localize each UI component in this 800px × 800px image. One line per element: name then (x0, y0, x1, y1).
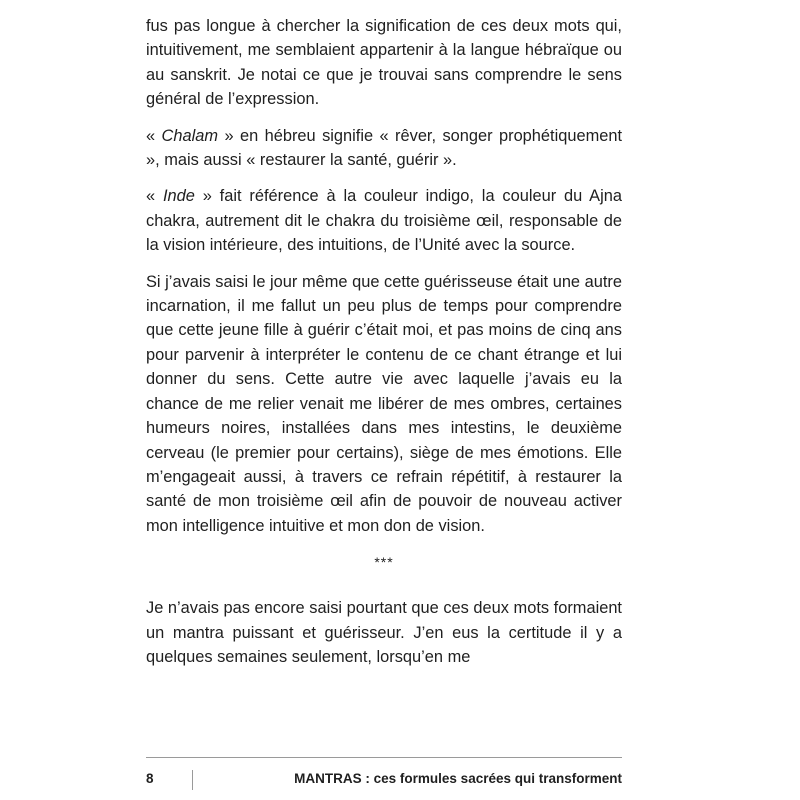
paragraph-text: Je n’avais pas encore saisi pourtant que ces deux mots formaient un mantra puissant et guérisseur. J’en eus la certitude il y a quelques semaines seulement, lorsqu’en me (146, 599, 622, 666)
footer-divider (192, 770, 193, 790)
italic-term-inde: Inde (162, 187, 195, 206)
page-body (146, 14, 622, 681)
paragraph-5 (146, 596, 622, 669)
running-title: MANTRAS : ces formules sacrées qui transforment (294, 771, 622, 786)
paragraph-text: « (146, 126, 162, 145)
paragraph-text: « (146, 187, 163, 206)
footer-rule (146, 757, 622, 758)
page-number: 8 (146, 771, 154, 786)
paragraph-text: fus pas longue à chercher la signification de ces deux mots qui, intuitivement, me semblaient appartenir à la langue hébraïque ou au sanskrit. Je notai ce que je trouvai sans comprendre le sens général de l’expression. (146, 17, 622, 109)
paragraph-text: Si j’avais saisi le jour même que cette guérisseuse était une autre incarnation, il me fallut un peu plus de temps pour comprendre que cette jeune fille à guérir c’était moi, et pas moins de cinq ans pour parvenir à interpréter le contenu de ce chant étrange et lui donner du sens. Cette autre vie avec laquelle j’avais eu la chance de me relier venait me libérer de mes ombres, certaines humeurs noires, installées dans mes intestins, le deuxième cerveau (le premier pour certains), siège de mes émotions. Elle m’engageait aussi, à travers ce refrain répétitif, à restaurer la santé de mon troisième œil afin de pouvoir de nouveau activer mon intelligence intuitive et mon don de vision. (146, 272, 622, 535)
paragraph-text: » fait référence à la couleur indigo, la couleur du Ajna chakra, autrement dit le chakra du troisième œil, responsable de la vision intérieure, des intuitions, de l’Unité avec la source. (146, 187, 622, 255)
paragraph-1 (146, 14, 622, 112)
paragraph-2 (146, 124, 622, 173)
paragraph-4 (146, 270, 622, 538)
italic-term-chalam: Chalam (161, 126, 219, 145)
paragraph-3 (146, 184, 622, 257)
paragraph-text: » en hébreu signifie « rêver, songer prophétiquement », mais aussi « restaurer la santé, guérir ». (146, 126, 623, 170)
section-separator: *** (374, 554, 394, 571)
